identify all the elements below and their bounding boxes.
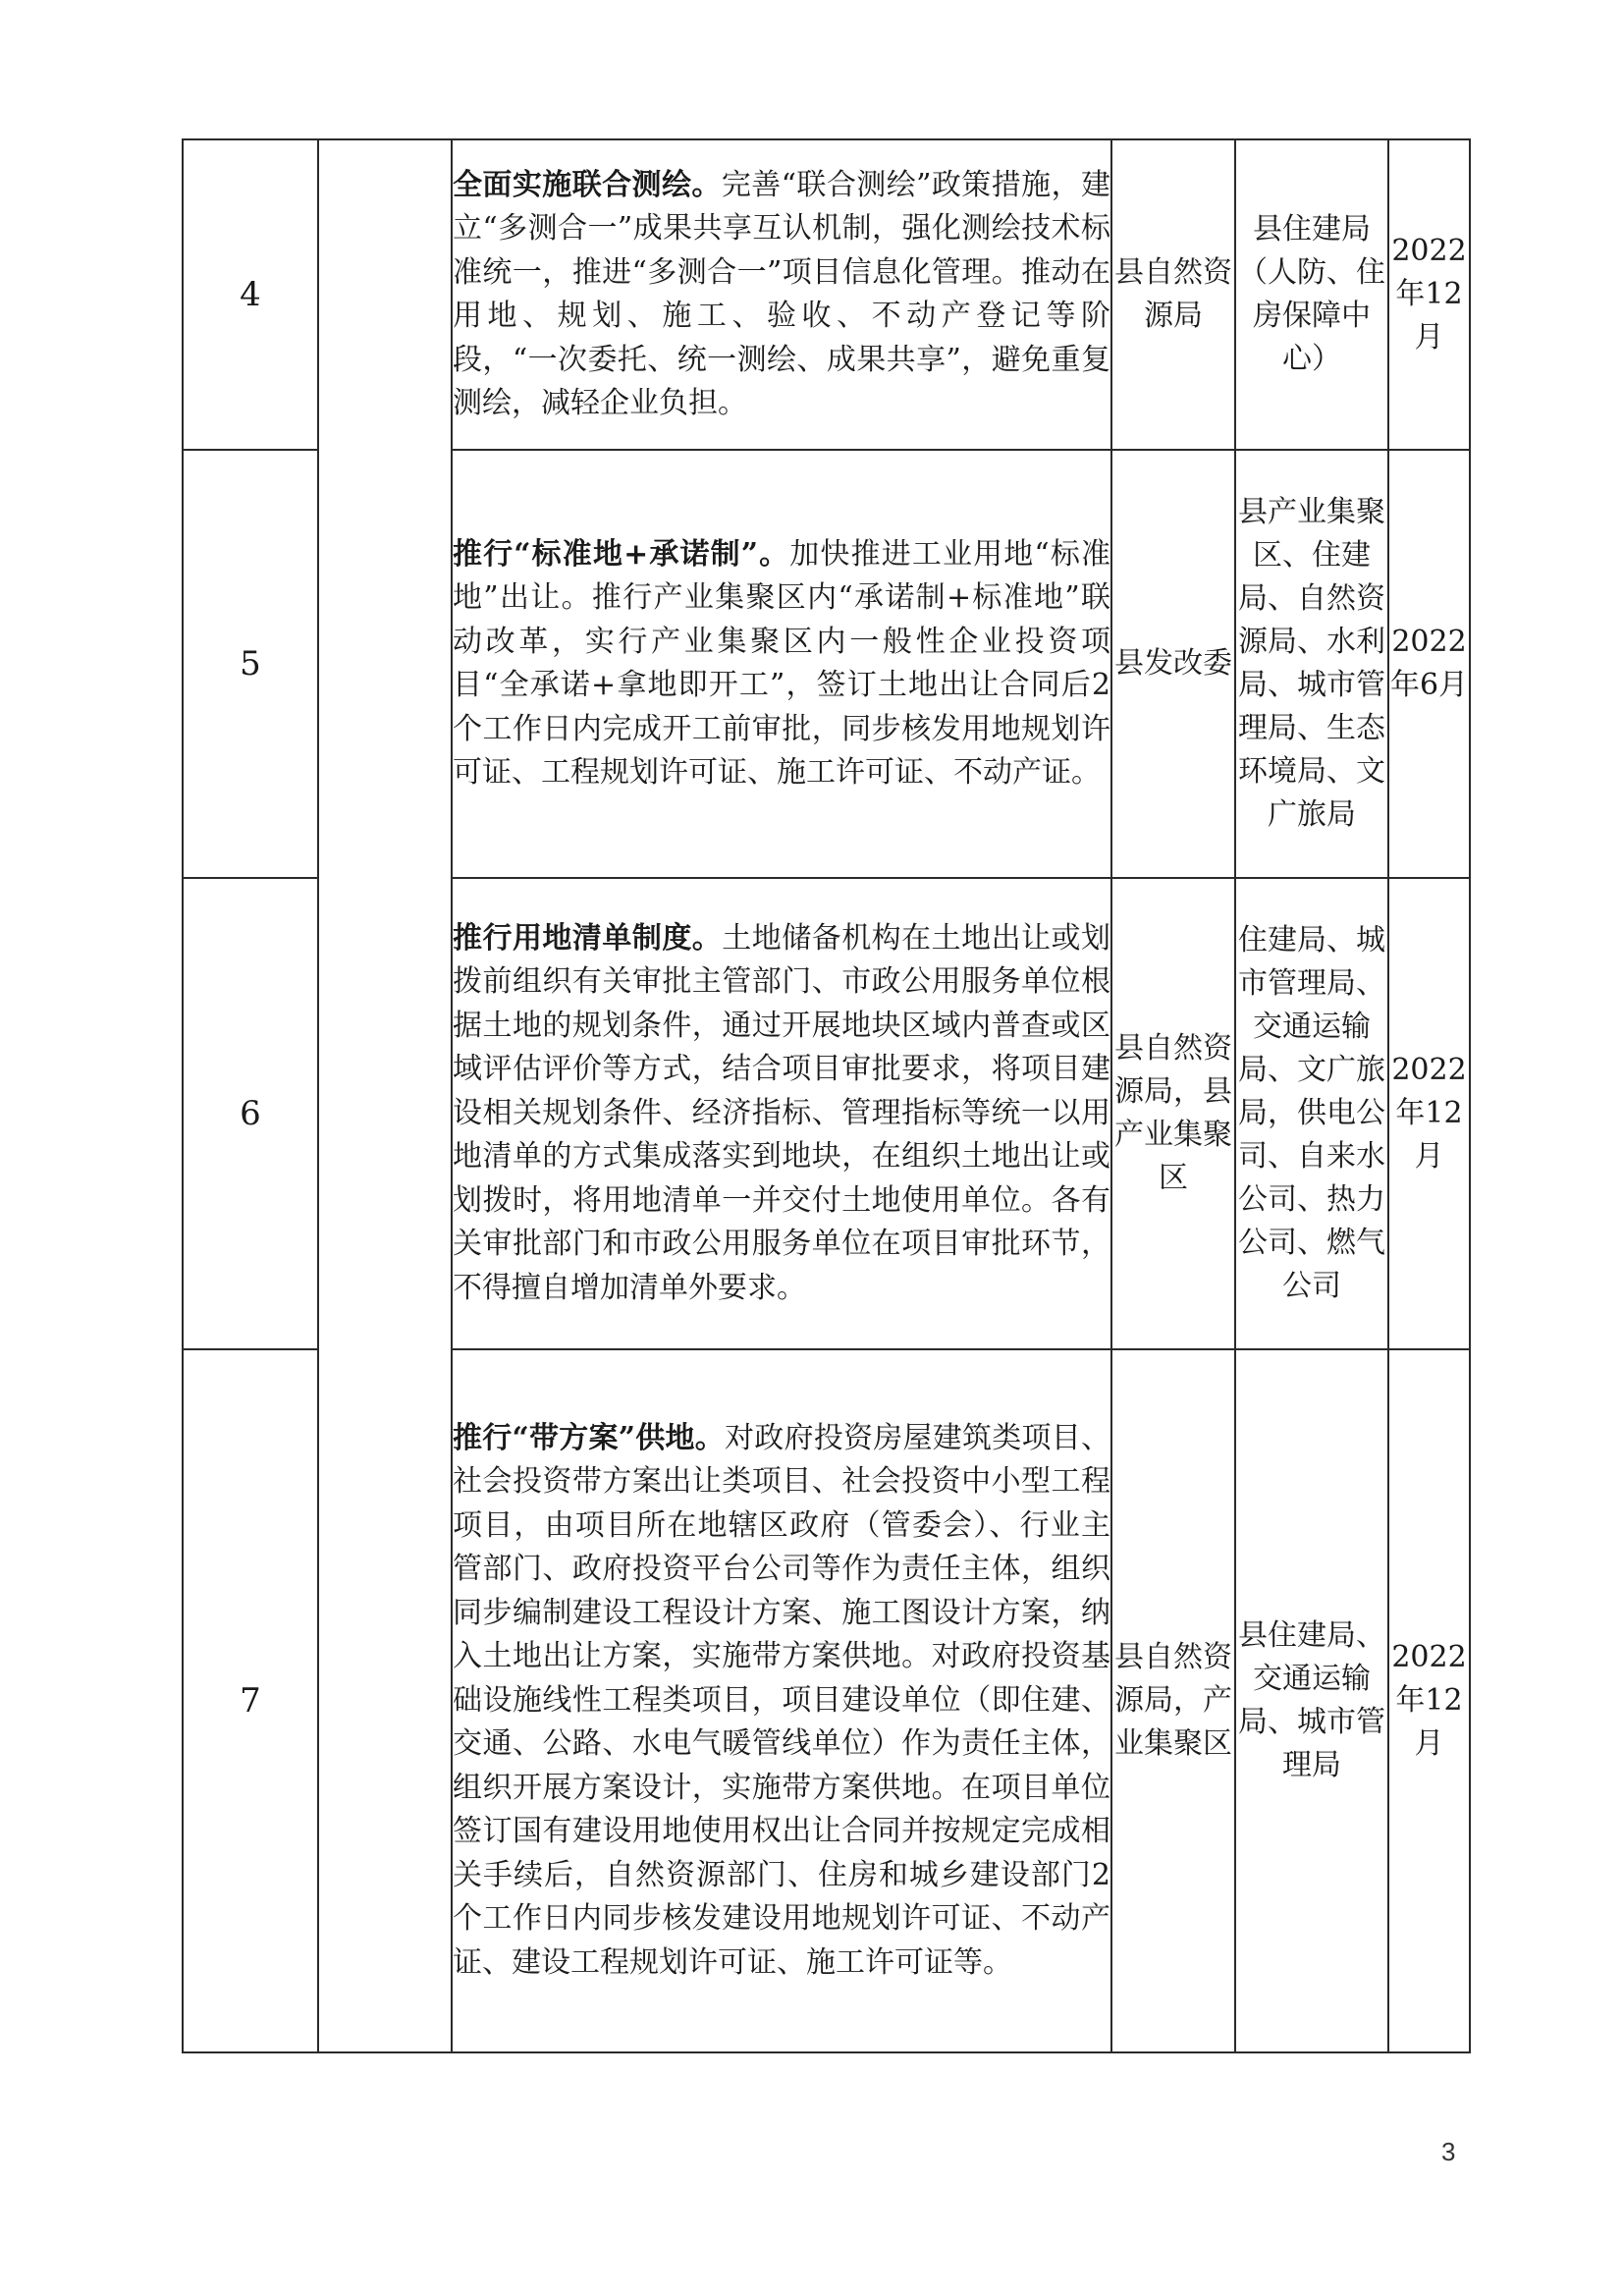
task-body: 加快推进工业用地“标准地”出让。推行产业集聚区内“承诺制+标准地”联动改革，实行产业集聚区内一般性企业投资项目“全承诺+拿地即开工”，签订土地出让合同后2个工作日内完成开工前审批，同步核发用地规划许可证、工程规划许可证、施工许可证、不动产证。 xyxy=(453,536,1110,790)
task-body: 对政府投资房屋建筑类项目、社会投资带方案出让类项目、社会投资中小型工程项目，由项目所在地辖区政府（管委会）、行业主管部门、政府投资平台公司等作为责任主体，组织同步编制建设工程设计方案、施工图设计方案，纳入土地出让方案，实施带方案供地。对政府投资基础设施线性工程类项目，项目建设单位（即住建、交通、公路、水电气暖管线单位）作为责任主体，组织开展方案设计，实施带方案供地。在项目单位签订国有建设用地使用权出让合同并按规定完成相关手续后，自然资源部门、住房和城乡建设部门2个工作日内同步核发建设用地规划许可证、不动产证、建设工程规划许可证、施工许可证等。 xyxy=(453,1420,1111,1980)
deadline: 2022年12月 xyxy=(1388,1349,1470,2052)
row-number: 6 xyxy=(183,878,318,1349)
page-number: 3 xyxy=(1441,2137,1456,2166)
task-description xyxy=(452,878,1111,1349)
cooperating-units: 县产业集聚区、住建局、自然资源局、水利局、城市管理局、生态环境局、文广旅局 xyxy=(1235,450,1388,878)
cooperating-units: 县住建局、交通运输局、城市管理局 xyxy=(1235,1349,1388,2052)
task-body: 完善“联合测绘”政策措施，建立“多测合一”成果共享互认机制，强化测绘技术标准统一，推进“多测合一”项目信息化管理。推动在用地、规划、施工、验收、不动产登记等阶段，“一次委托、统一测绘、成果共享”，避免重复测绘，减轻企业负担。 xyxy=(453,167,1110,420)
task-title: 推行“带方案”供地。 xyxy=(453,1420,726,1455)
table-row xyxy=(183,139,1470,450)
task-description xyxy=(452,1349,1111,2052)
lead-unit: 县发改委 xyxy=(1111,450,1235,878)
task-title: 推行用地清单制度。 xyxy=(453,920,723,956)
deadline: 2022年12月 xyxy=(1388,878,1470,1349)
cooperating-units: 县住建局（人防、住房保障中心） xyxy=(1235,139,1388,450)
lead-unit: 县自然资源局，县产业集聚区 xyxy=(1111,878,1235,1349)
task-description xyxy=(452,139,1111,450)
row-number: 5 xyxy=(183,450,318,878)
task-description xyxy=(452,450,1111,878)
cooperating-units: 住建局、城市管理局、交通运输局、文广旅局，供电公司、自来水公司、热力公司、燃气公司 xyxy=(1235,878,1388,1349)
deadline: 2022年6月 xyxy=(1388,450,1470,878)
row-number: 7 xyxy=(183,1349,318,2052)
deadline: 2022年12月 xyxy=(1388,139,1470,450)
task-body: 土地储备机构在土地出让或划拨前组织有关审批主管部门、市政公用服务单位根据土地的规划条件，通过开展地块区域内普查或区域评估评价等方式，结合项目审批要求，将项目建设相关规划条件、经济指标、管理指标等统一以用地清单的方式集成落实到地块，在组织土地出让或划拨时，将用地清单一并交付土地使用单位。各有关审批部门和市政公用服务单位在项目审批环节，不得擅自增加清单外要求。 xyxy=(453,920,1111,1305)
row-number: 4 xyxy=(183,139,318,450)
task-table xyxy=(182,138,1471,2053)
lead-unit: 县自然资源局 xyxy=(1111,139,1235,450)
task-title: 全面实施联合测绘。 xyxy=(453,167,722,202)
lead-unit: 县自然资源局，产业集聚区 xyxy=(1111,1349,1235,2052)
task-title: 推行“标准地+承诺制”。 xyxy=(453,536,790,572)
merged-category-cell xyxy=(318,139,452,2052)
